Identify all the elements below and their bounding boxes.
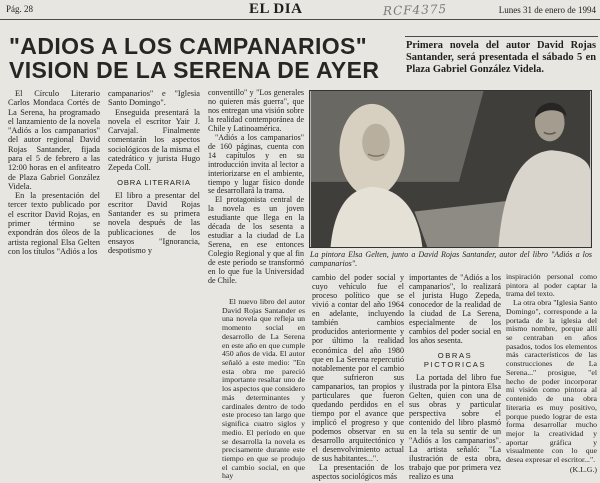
header-rule — [0, 19, 600, 20]
headline-line-2: VISION DE LA SERENA DE AYER — [9, 57, 380, 83]
photo-image — [310, 91, 591, 247]
col3-paragraph-3: El protagonista central de la novela es un joven estudiante que llega en la década de los sesenta a estudiar a la ciudad de La Serena, en ese entonces Colegio Regional y que al fin de este período se transformó en lo que fue la Universidad de Chile. — [208, 195, 304, 286]
col4-paragraph-2: La presentación de los aspectos sociológicos más — [312, 463, 404, 482]
column-3-bottom — [222, 298, 305, 480]
col2-paragraph-1: campanarios" e "Iglesia Santo Domingo". — [108, 89, 200, 108]
col3-paragraph-2: "Adiós a los campanarios" de 160 páginas, cuenta con 14 capítulos y en su introducción invita al lector a interiorizarse en el ambiente, tiempo y lugar físico donde se desarrollará la trama. — [208, 132, 304, 196]
col1-paragraph-2: En la presentación del tercer texto publicado por el escritor David Rojas, en primer término se expondrán dos óleos de la artista regional Elsa Gelten con los títulos "Adiós a los — [8, 191, 100, 256]
headline-line-1: "ADIOS A LOS CAMPANARIOS" — [9, 33, 368, 59]
article-photo — [309, 90, 592, 248]
newspaper-masthead: EL DIA — [249, 1, 303, 17]
col2-paragraph-3: El libro a presentar del escritor David Rojas Santander es su primera novela después de las publicaciones de los ensayos "Ignorancia, despotismo y — [108, 190, 200, 256]
handwritten-archive-code: RCF4375 — [382, 1, 448, 19]
col5-paragraph-2: La portada del libro fue ilustrada por la pintora Elsa Gelten, quien con una de sus obras y particular perspectiva sobre el contenido del libro plasmó en la tela su sentir de un "Adiós a los campanarios". La artista señaló: "La ilustración de esta obra, trabajo que por primera vez realizo es una — [409, 372, 501, 482]
col6-paragraph-2: La otra obra "Iglesia Santo Domingo", corresponde a la portada de la iglesia del mismo nombre, porque allí se centraban en años pasados, todos los elementos más característicos de las construcciones de La Serena..." prosigue, "el hecho de poder incorporar mi visión como pintora al contenido de una obra literaria es muy positivo, porque puedo lograr de esta forma desarrollar mucho mejor la creatividad y aportar gráfica y visualmente con lo que desea expresar el escritor...". — [506, 298, 597, 465]
col1-paragraph-1: El Círculo Literario Carlos Mondaca Cortés de La Serena, ha programado el lanzamiento de la novela "Adiós a los campanarios" del autor regional David Rojas Santander, fijada para el 5 de febrero a las 12:00 horas en el anfiteatro de Plaza Gabriel González Videla. — [8, 89, 100, 191]
column-2 — [108, 89, 200, 281]
photo-caption: La pintora Elsa Gelten, junto a David Rojas Santander, autor del libro "Adiós a los campanarios". — [310, 250, 592, 268]
subhead-obra-literaria: OBRA LITERARIA — [117, 177, 191, 187]
col6-paragraph-1: inspiración personal como pintora al poder captar la trama del texto. — [506, 272, 597, 299]
page-number: Pág. 28 — [6, 4, 33, 14]
author-initials: (K.L.G.) — [569, 464, 597, 474]
col4-paragraph-1: cambio del poder social y cuyo vehículo fue el proceso político que se vivió a contar del año 1964 en adelante, incluyendo también cambios producidos anteriormente y por último la realidad económica del año 1980 que en La Serena repercutió notablemente por el cambio que sufrieron sus campanarios, tan propios y particulares que fueron quedando perdidos en el tiempo por el avance que implicó el progreso y que podemos observar en su desarrollo arquitectónico y el desenvolvimiento actual de sus habitantes...". — [312, 273, 404, 464]
col3-paragraph-1: conventillo" y "Los generales no quieren más guerra", que nos entregan una visión sobre la realidad contemporánea de Chile y Latinoamérica. — [208, 88, 304, 133]
col3-paragraph-4: El nuevo libro del autor David Rojas Santander es una novela que refleja un momento social en desarrollo de La Serena en este año en que cumple 450 años de vida. El autor señaló a este medio: "En esta obra me pareció importante resaltar uno de los aspectos que considero más determinantes y cardinales dentro de todo este proceso tan largo que significa cuatro siglos y medio. El período en que se desarrolla la novela es precisamente durante este tiempo en que se produjo el cambio social, en que hay — [222, 297, 305, 481]
column-3-top — [208, 89, 304, 289]
column-6 — [506, 273, 597, 480]
deck-rule — [405, 36, 598, 37]
column-4 — [312, 273, 404, 480]
issue-date: Lunes 31 de enero de 1994 — [498, 5, 596, 15]
col5-paragraph-1: importantes de "Adiós a los campanarios", lo realizará el jurista Hugo Zepeda, conocedor de la realidad de la ciudad de La Serena, especialmente de los cambios del poder social en los años sesenta. — [409, 273, 501, 346]
col2-paragraph-2: Enseguida presentará la novela el escritor Yair J. Carvajal. Finalmente comentarán los aspectos sociológicos de la misma el catedrático y jurista Hugo Zepeda Coll. — [108, 107, 200, 173]
column-1 — [8, 89, 100, 267]
subhead-obras-pictoricas: OBRAS PICTORICAS — [423, 350, 487, 369]
column-5 — [409, 273, 501, 480]
article-deck: Primera novela del autor David Rojas Santander, será presentada el sábado 5 en Plaza Gabriel González Videla. — [406, 40, 596, 75]
